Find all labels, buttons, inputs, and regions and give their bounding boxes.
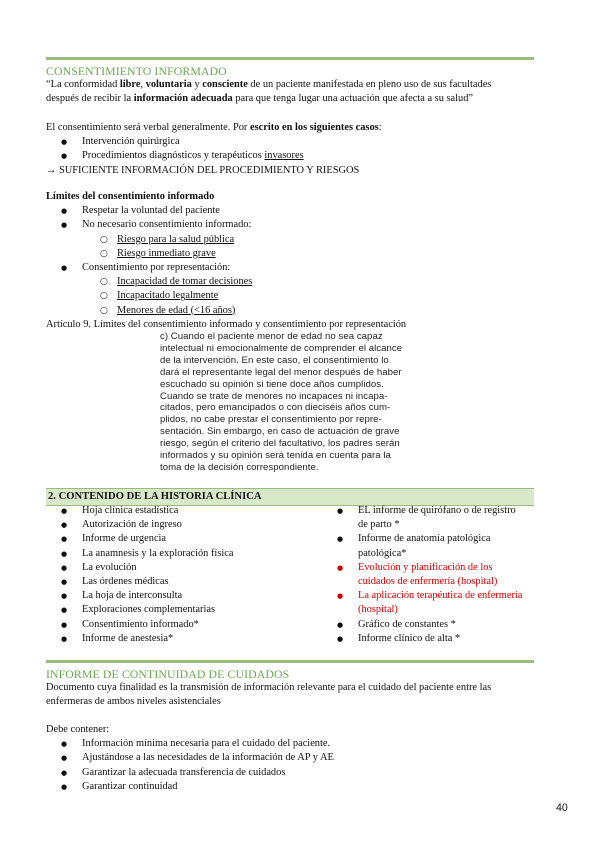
quote-line: riesgo, según el criterio del facultativo, los padres serán bbox=[160, 438, 400, 450]
bold-span: consciente bbox=[202, 79, 248, 90]
must-contain-label: Debe contener: bbox=[46, 724, 110, 735]
quote-line: dará el representante legal del menor después de haber bbox=[160, 366, 402, 378]
description-line: enfermeras de ambos niveles asistenciales bbox=[46, 696, 221, 708]
page-number: 40 bbox=[556, 802, 568, 814]
list-item: ● Las órdenes médicas bbox=[46, 575, 316, 589]
list-item: ● Consentimiento informado* bbox=[46, 618, 316, 632]
text-span: “La conformidad bbox=[46, 79, 120, 90]
must-contain-list bbox=[46, 737, 536, 794]
definition-line-1 bbox=[46, 78, 536, 92]
underlined-text: invasores bbox=[264, 150, 304, 162]
law-quote-excerpt bbox=[160, 331, 432, 474]
list-item: ● Ajustándose a las necesidades de la información de AP y AE bbox=[46, 751, 536, 765]
limits-title: Límites del consentimiento informado bbox=[46, 191, 215, 202]
sub-list-item: ○ Menores de edad (<16 años) bbox=[46, 304, 536, 318]
list-item bbox=[322, 504, 536, 532]
list-item: ● Hoja clínica estadística bbox=[46, 504, 316, 518]
sub-list-item: ○ Incapacidad de tomar decisiones bbox=[46, 275, 536, 289]
text-span: de un paciente manifestada en pleno uso de sus facultades bbox=[247, 79, 492, 90]
list-item: ● Respetar la voluntad del paciente bbox=[46, 204, 536, 218]
quote-line: de la intervención. En este caso, el consentimiento lo bbox=[160, 354, 389, 366]
list-item bbox=[46, 149, 536, 163]
list-item-line: patológica* bbox=[358, 547, 407, 559]
section2-title: 2. CONTENIDO DE LA HISTORIA CLÍNICA bbox=[48, 491, 262, 502]
list-item-line: (hospital) bbox=[358, 604, 398, 616]
list-item bbox=[322, 618, 536, 632]
definition-line-2 bbox=[46, 92, 536, 106]
quote-line: escuchado su opinión si tiene doce años cumplidos. bbox=[160, 378, 384, 390]
list-item-line: de parto * bbox=[358, 519, 400, 531]
description-line: Documento cuya finalidad es la transmisión de información relevante para el cuidado del paciente entre las bbox=[46, 682, 492, 693]
section1-title: CONSENTIMIENTO INFORMADO bbox=[46, 64, 227, 78]
list-item-line: ● Gráfico de constantes * bbox=[358, 618, 456, 630]
historia-right-column bbox=[322, 504, 536, 646]
sub-list-item: ○ Riesgo para la salud pública bbox=[46, 233, 536, 247]
list-item-line: cuidados de enfermería (hospital) bbox=[358, 576, 498, 588]
text-span: El consentimiento será verbal generalmente. Por bbox=[46, 122, 250, 133]
section-rule-top bbox=[46, 57, 534, 60]
list-item-highlighted bbox=[322, 561, 536, 589]
list-item: ● Informe de urgencia bbox=[46, 532, 316, 546]
limits-list bbox=[46, 204, 536, 318]
list-item: ● Informe de anestesia* bbox=[46, 632, 316, 646]
bold-span: información adecuada bbox=[133, 93, 233, 105]
section-rule-middle bbox=[46, 660, 534, 663]
quote-line: informados y su opinión será tenida en cuenta para la bbox=[160, 450, 391, 462]
list-item-text: Procedimientos diagnósticos y terapéuticos bbox=[82, 150, 265, 162]
historia-left-column bbox=[46, 504, 316, 646]
written-cases-list bbox=[46, 135, 536, 163]
list-item bbox=[322, 632, 536, 646]
text-span: y bbox=[191, 79, 203, 90]
quote-line: citados, pero emancipados o con dieciséis años cum- bbox=[160, 402, 391, 414]
list-item-text: Intervención quirúrgica bbox=[82, 136, 180, 148]
sub-list-item: ○ Riesgo inmediato grave bbox=[46, 247, 536, 261]
limits-block bbox=[46, 190, 536, 332]
quote-line: sentación. Sin embargo, en caso de actuación de grave bbox=[160, 426, 400, 438]
historia-right-list bbox=[322, 504, 536, 646]
list-item: ● Consentimiento por representación: bbox=[46, 261, 536, 275]
quote-line: toma de la decisión correspondiente. bbox=[160, 461, 319, 473]
list-item bbox=[46, 135, 536, 149]
list-item: ● Garantizar la adecuada transferencia de cuidados bbox=[46, 766, 536, 780]
must-contain-block bbox=[46, 723, 536, 794]
section3-title: INFORME DE CONTINUIDAD DE CUIDADOS bbox=[46, 667, 290, 681]
list-item bbox=[322, 532, 536, 560]
bold-span: escrito en los siguientes casos bbox=[250, 122, 379, 133]
quote-line: c) Cuando el paciente menor de edad no sea capaz bbox=[160, 331, 383, 342]
definition-paragraph bbox=[46, 78, 536, 106]
list-item: ● Información mínima necesaria para el cuidado del paciente. bbox=[46, 737, 536, 751]
quote-line: intelectual ni emocionalmente de comprender el alcance bbox=[160, 342, 403, 354]
bold-span: voluntaria bbox=[145, 79, 192, 90]
list-item: ● La evolución bbox=[46, 561, 316, 575]
list-item-highlighted bbox=[322, 589, 536, 617]
arrow-line: → SUFICIENTE INFORMACIÓN DEL PROCEDIMIENTO Y RIESGOS bbox=[46, 164, 360, 176]
text-span: para que tenga lugar una actuación que afecta a su salud” bbox=[232, 93, 474, 105]
list-item: ● Autorización de ingreso bbox=[46, 518, 316, 532]
list-item-line: ● Evolución y planificación de los bbox=[358, 561, 493, 573]
sub-list-item: ○ Incapacitado legalmente bbox=[46, 289, 536, 303]
continuity-description bbox=[46, 681, 536, 709]
list-item: ● No necesario consentimiento informado: bbox=[46, 218, 536, 232]
verbal-intro bbox=[46, 121, 536, 135]
bold-span: libre bbox=[119, 79, 141, 90]
written-cases-block bbox=[46, 121, 536, 178]
list-item-line: ● Informe clínico de alta * bbox=[358, 632, 461, 644]
list-item: ● Exploraciones complementarias bbox=[46, 603, 316, 617]
article-line: Artículo 9. Límites del consentimiento informado y consentimiento por representación bbox=[46, 318, 407, 330]
list-item-line: ● EL informe de quirófano o de registro bbox=[358, 505, 516, 516]
list-item-line: ● Informe de anatomía patológica bbox=[358, 533, 491, 545]
list-item: ● Garantizar continuidad bbox=[46, 780, 536, 794]
text-span: , bbox=[140, 79, 146, 90]
quote-line: plidos, no cabe prestar el consentimiento por repre- bbox=[160, 414, 382, 426]
list-item-line: ● La aplicación terapéutica de enfermería bbox=[358, 590, 523, 602]
text-span: : bbox=[378, 122, 382, 133]
quote-line: Cuando se trate de menores no incapaces ni incapa- bbox=[160, 390, 388, 402]
list-item: ● La hoja de interconsulta bbox=[46, 589, 316, 603]
list-item: ● La anamnesis y la exploración física bbox=[46, 547, 316, 561]
historia-left-list bbox=[46, 504, 316, 646]
text-span: después de recibir la bbox=[46, 93, 134, 105]
